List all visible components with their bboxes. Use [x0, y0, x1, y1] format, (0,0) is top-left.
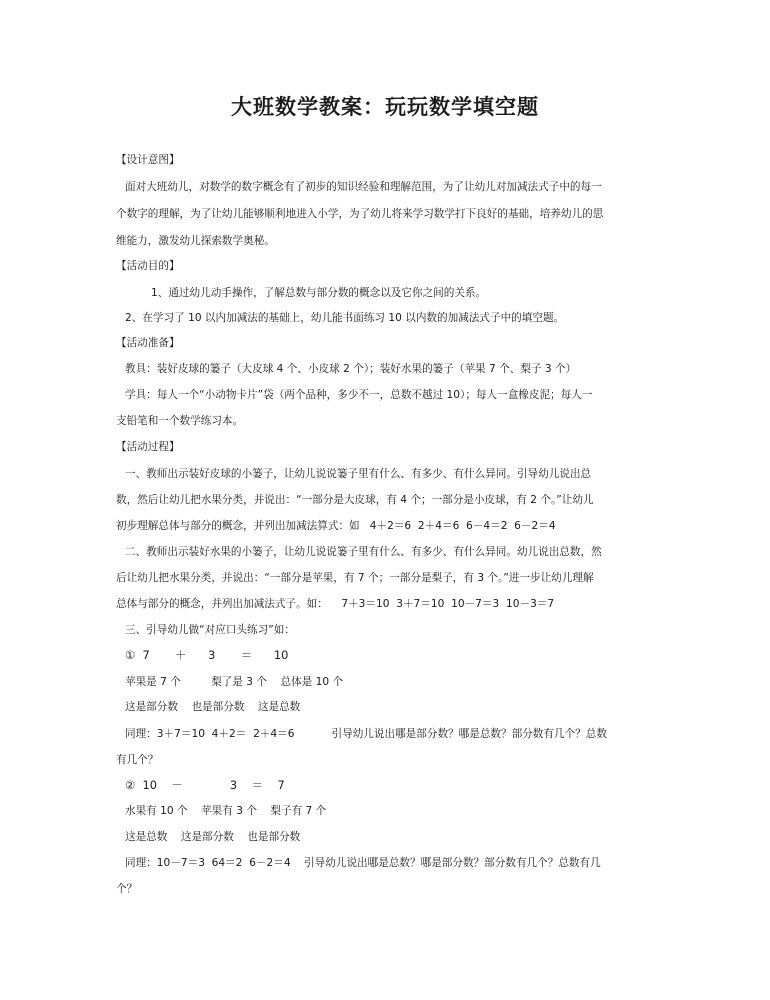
paragraph-line: 总体与部分的概念，并列出加减法式子。如： 7＋3＝10 3＋7＝10 10－7＝3 10－3＝7 — [116, 598, 555, 610]
section-heading-process: 【活动过程】 — [116, 441, 180, 453]
equation-line: ② 10 － 3 ＝ 7 — [125, 778, 285, 792]
paragraph-line: 同理：10－7＝3 64＝2 6－2＝4 引导幼儿说出哪是总数？哪是部分数？部分数有几个？总数有几 — [125, 857, 601, 869]
paragraph-line: 有几个？ — [116, 754, 159, 766]
paragraph-line: 教具：装好皮球的篓子（大皮球 4 个、小皮球 2 个）；装好水果的篓子（苹果 7 个、梨子 3 个） — [125, 363, 577, 375]
paragraph-line: 1、通过幼儿动手操作，了解总数与部分数的概念以及它你之间的关系。 — [151, 287, 487, 299]
paragraph-line: 2、在学习了 10 以内加减法的基础上，幼儿能书面练习 10 以内数的加减法式子中的填空题。 — [125, 312, 565, 324]
paragraph-line: 水果有 10 个 苹果有 3 个 梨子有 7 个 — [125, 805, 327, 817]
section-heading-activity-goals: 【活动目的】 — [116, 260, 180, 272]
paragraph-line: 这是部分数 也是部分数 这是总数 — [125, 701, 301, 713]
section-heading-design-intent: 【设计意图】 — [116, 154, 180, 166]
paragraph-line: 同理：3＋7＝10 4＋2＝ 2＋4＝6 引导幼儿说出哪是部分数？哪是总数？部分数有几个？总数 — [125, 728, 607, 740]
paragraph-line: 面对大班幼儿，对数学的数字概念有了初步的知识经验和理解范围，为了让幼儿对加减法式子中的每一 — [125, 181, 602, 193]
paragraph-line: 维能力，激发幼儿探索数学奥秘。 — [116, 235, 275, 247]
document-title: 大班数学教案：玩玩数学填空题 — [231, 95, 539, 119]
section-heading-preparation: 【活动准备】 — [116, 337, 180, 349]
paragraph-line: 个？ — [116, 883, 138, 895]
paragraph-line: 苹果是 7 个 梨了是 3 个 总体是 10 个 — [125, 676, 344, 688]
paragraph-line: 一、教师出示装好皮球的小篓子，让幼儿说说篓子里有什么、有多少、有什么异同。引导幼儿说出总 — [125, 468, 592, 480]
equation-line: ① 7 ＋ 3 ＝ 10 — [125, 648, 289, 662]
paragraph-line: 这是总数 这是部分数 也是部分数 — [125, 831, 301, 843]
paragraph-line: 个数字的理解，为了让幼儿能够顺利地进入小学，为了幼儿将来学习数学打下良好的基础，培养幼儿的思 — [116, 208, 604, 220]
paragraph-line: 初步理解总体与部分的概念，并列出加减法算式：如 4＋2＝6 2＋4＝6 6－4＝2 6－2＝4 — [116, 520, 556, 532]
paragraph-line: 支铅笔和一个数学练习本。 — [116, 415, 244, 427]
paragraph-line: 三、引导幼儿做“对应口头练习”如： — [125, 624, 295, 636]
paragraph-line: 学具：每人一个“小动物卡片”袋（两个品种，多少不一，总数不越过 10）；每人一盒橡皮泥；每人一 — [125, 389, 593, 401]
paragraph-line: 二、教师出示装好水果的小篓子，让幼儿说说篓子里有什么、有多少、有什么异同。幼儿说出总数，然 — [125, 546, 602, 558]
paragraph-line: 后让幼儿把水果分类，并说出：“一部分是苹果，有 7 个；一部分是梨子，有 3 个。”进一步让幼儿理解 — [116, 572, 594, 584]
paragraph-line: 数，然后让幼儿把水果分类，并说出：“一部分是大皮球，有 4 个；一部分是小皮球，有 2 个。”让幼儿 — [116, 494, 594, 506]
